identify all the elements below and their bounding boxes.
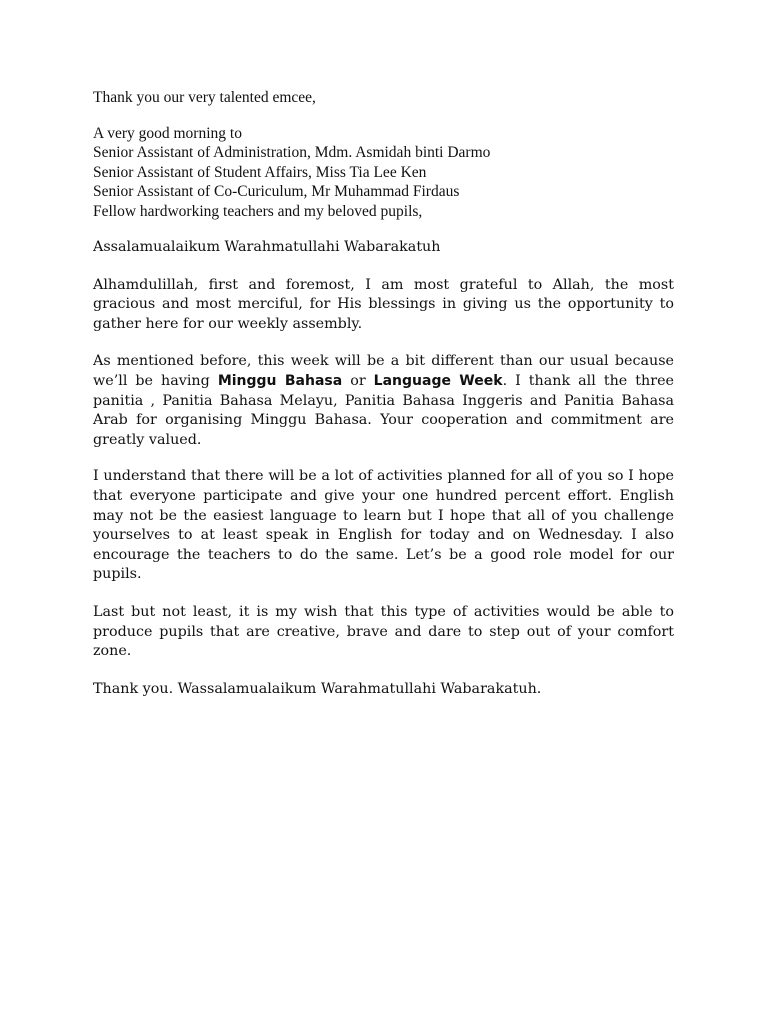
salutation-line: Senior Assistant of Co-Curiculum, Mr Muhammad Firdaus <box>93 183 460 200</box>
closing-line: Thank you. Wassalamualaikum Warahmatullahi Wabarakatuh. <box>93 680 542 697</box>
paragraph-language-week <box>93 352 674 450</box>
salutation-line: Senior Assistant of Student Affairs, Miss Tia Lee Ken <box>93 163 427 181</box>
paragraph-text: . I thank all the three panitia , Panitia Bahasa Melayu, Panitia Bahasa Inggeris and Panitia Bahasa Arab for organising Minggu Bahasa. Your cooperation and commitment are greatly valued. <box>93 372 674 448</box>
paragraph-text: or <box>342 372 374 389</box>
bold-language-week: Language Week <box>373 372 503 389</box>
speech-document <box>93 88 674 699</box>
paragraph-activities: I understand that there will be a lot of activities planned for all of you so I hope that everyone participate and give your one hundred percent effort. English may not be the easiest language to learn but I hope that all of you challenge yourselves to at least speak in English for today and on Wednesday. I also encourage the teachers to do the same. Let’s be a good role model for our pupils. <box>93 468 674 583</box>
paragraph-text: As mentioned before, this week will be a bit different than our usual because we’ll be having <box>93 353 674 389</box>
salutation-line: Senior Assistant of Administration, Mdm. Asmidah binti Darmo <box>93 144 491 161</box>
arabic-greeting: Assalamualaikum Warahmatullahi Wabarakatuh <box>93 239 441 255</box>
salutation-line: A very good morning to <box>93 124 242 142</box>
bold-minggu-bahasa: Minggu Bahasa <box>217 372 343 389</box>
salutation-block <box>93 124 674 222</box>
paragraph-wish: Last but not least, it is my wish that this type of activities would be able to produce pupils that are creative, brave and dare to step out of your comfort zone. <box>93 603 674 660</box>
salutation-line: Fellow hardworking teachers and my beloved pupils, <box>93 202 423 220</box>
opening-line: Thank you our very talented emcee, <box>93 89 316 106</box>
paragraph-gratitude: Alhamdulillah, first and foremost, I am most grateful to Allah, the most gracious and most merciful, for His blessings in giving us the opportunity to gather here for our weekly assembly. <box>93 276 674 332</box>
